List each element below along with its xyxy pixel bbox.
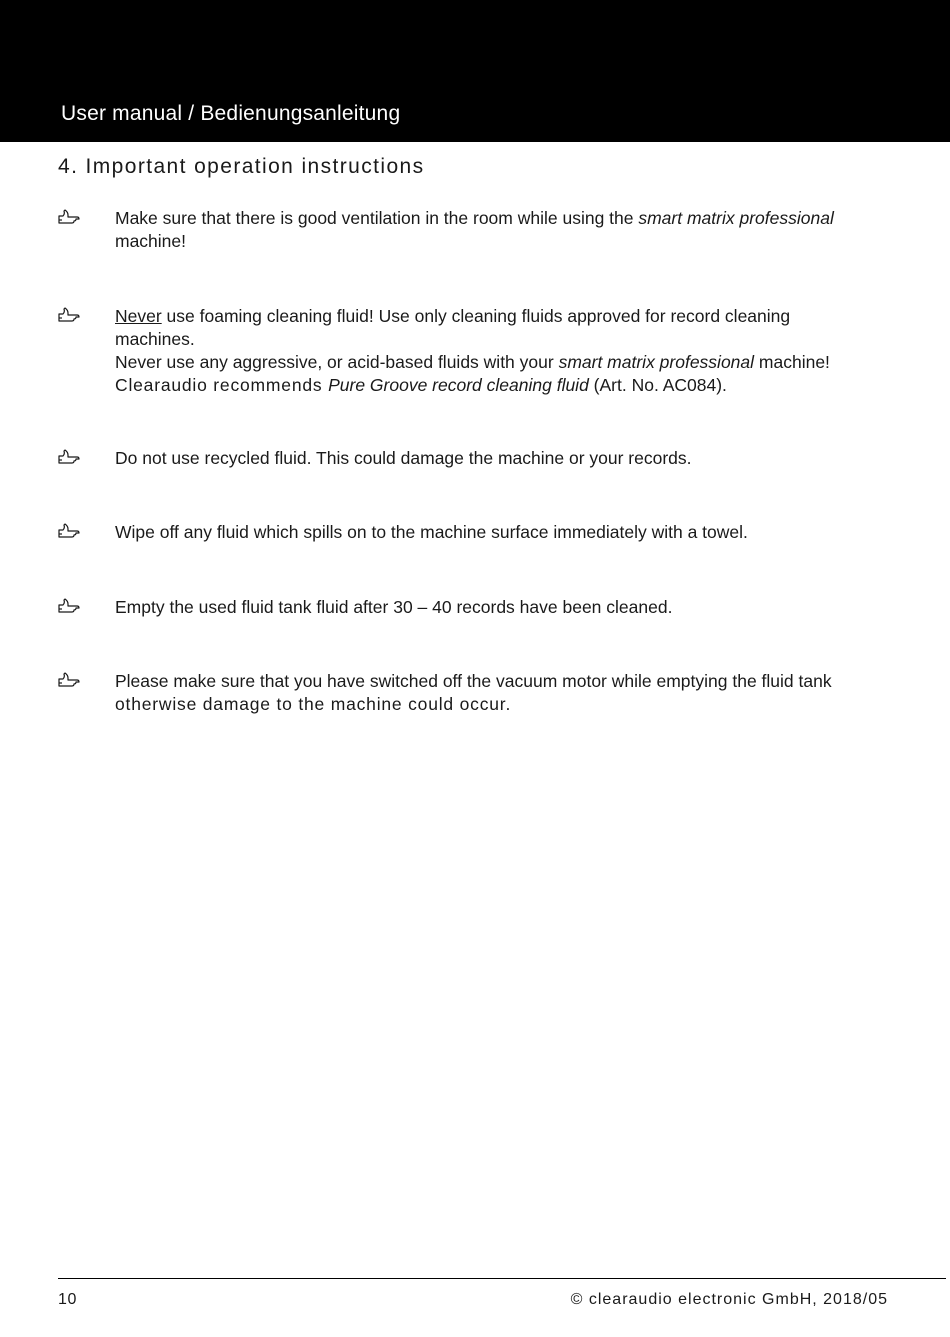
- instruction-text: Empty the used fluid tank fluid after 30 – 40 records have been cleaned.: [115, 597, 673, 617]
- instruction-text: Please make sure that you have switched off the vacuum motor while emptying the fluid tank: [115, 671, 832, 691]
- instruction-text: machine!: [115, 231, 187, 251]
- page-number: 10: [58, 1291, 77, 1308]
- product-name: smart matrix professional: [558, 352, 755, 372]
- instruction-text: use foaming cleaning fluid! Use only cleaning fluids approved for record cleaning: [161, 306, 791, 326]
- footer-divider: [58, 1278, 946, 1279]
- hand-pointing-right-icon: [58, 447, 80, 465]
- instruction-text: machines.: [115, 329, 195, 349]
- hand-pointing-right-icon: [58, 207, 80, 225]
- instruction-text: Wipe off any fluid which spills on to the machine surface immediately with a towel.: [115, 522, 748, 542]
- hand-pointing-right-icon: [58, 670, 80, 688]
- emphasis-never: Never: [115, 306, 162, 326]
- product-name: smart matrix professional: [638, 208, 834, 228]
- instruction-text: Clearaudio recommends: [115, 375, 329, 395]
- hand-pointing-right-icon: [58, 521, 80, 539]
- header-bar: [0, 0, 950, 142]
- instruction-text: otherwise damage to the machine could occur.: [115, 694, 512, 714]
- section-title: 4. Important operation instructions: [58, 155, 425, 178]
- instruction-text: Never use any aggressive, or acid-based fluids with your: [115, 352, 559, 372]
- instruction-text: Do not use recycled fluid. This could damage the machine or your records.: [115, 448, 692, 468]
- hand-pointing-right-icon: [58, 305, 80, 323]
- article-number: (Art. No. AC084).: [588, 375, 727, 395]
- copyright-notice: © clearaudio electronic GmbH, 2018/05: [570, 1291, 888, 1308]
- hand-pointing-right-icon: [58, 596, 80, 614]
- header-title: User manual / Bedienungsanleitung: [61, 102, 401, 125]
- instruction-text: Make sure that there is good ventilation in the room while using the: [115, 208, 639, 228]
- product-name: Pure Groove record cleaning fluid: [328, 375, 589, 395]
- instruction-text: machine!: [754, 352, 830, 372]
